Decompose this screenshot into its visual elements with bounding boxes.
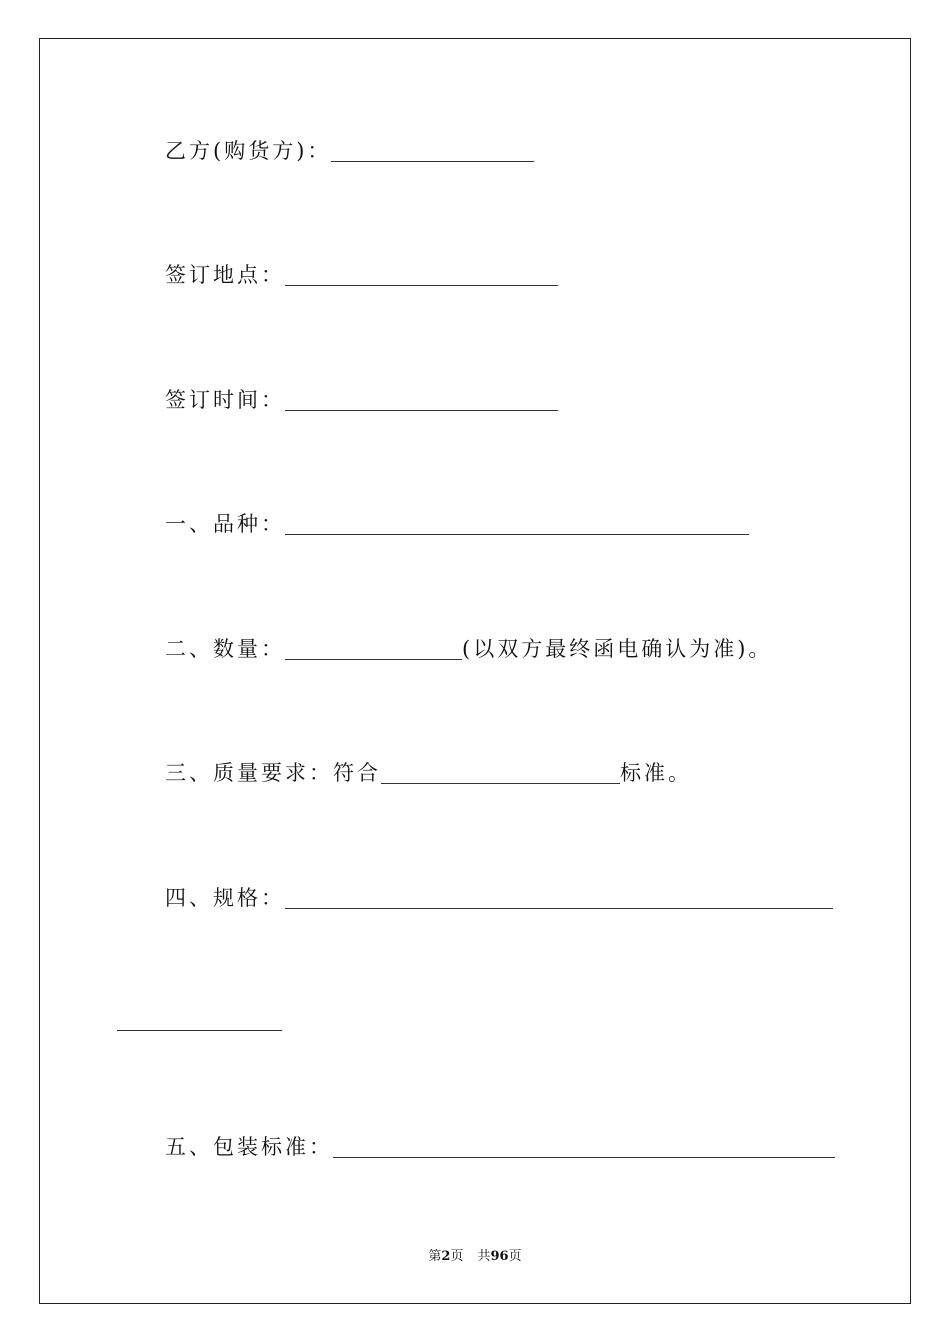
- party-b-line: [165, 137, 534, 165]
- sign-time-blank[interactable]: [285, 388, 558, 411]
- spec-line: [165, 884, 833, 912]
- page-frame: [39, 38, 911, 1304]
- quantity-blank[interactable]: [285, 637, 462, 660]
- sign-place-blank[interactable]: [285, 263, 558, 286]
- footer-total-number: 96: [490, 1249, 509, 1264]
- spec-continuation-blank[interactable]: [117, 1008, 282, 1031]
- footer-page-prefix: 第: [428, 1249, 442, 1264]
- quantity-label: 二、数量：: [165, 637, 285, 661]
- packaging-label: 五、包装标准：: [165, 1135, 333, 1159]
- packaging-blank[interactable]: [333, 1135, 835, 1158]
- sign-place-label: 签订地点：: [165, 263, 285, 287]
- quality-label: 三、质量要求：符合: [165, 761, 381, 785]
- quantity-suffix: (以双方最终函电确认为准)。: [462, 637, 773, 661]
- footer-total-prefix: 共: [477, 1249, 491, 1264]
- footer-page-unit: 页: [450, 1249, 464, 1264]
- quality-suffix: 标准。: [620, 761, 692, 785]
- quantity-line: [165, 635, 772, 663]
- sign-time-label: 签订时间：: [165, 388, 285, 412]
- variety-line: [165, 510, 749, 538]
- quality-line: [165, 759, 692, 787]
- page-footer: [0, 1248, 950, 1266]
- party-b-label: 乙方(购货方)：: [165, 139, 332, 163]
- spec-continuation-line: [117, 1008, 282, 1034]
- spec-blank[interactable]: [285, 886, 833, 909]
- sign-time-line: [165, 386, 558, 414]
- variety-blank[interactable]: [285, 512, 749, 535]
- spec-label: 四、规格：: [165, 886, 285, 910]
- packaging-line: [165, 1133, 835, 1161]
- footer-page-number: 2: [441, 1249, 451, 1264]
- quality-blank[interactable]: [381, 761, 620, 784]
- footer-total-unit: 页: [508, 1249, 522, 1264]
- variety-label: 一、品种：: [165, 512, 285, 536]
- sign-place-line: [165, 261, 558, 289]
- party-b-blank[interactable]: [331, 139, 534, 162]
